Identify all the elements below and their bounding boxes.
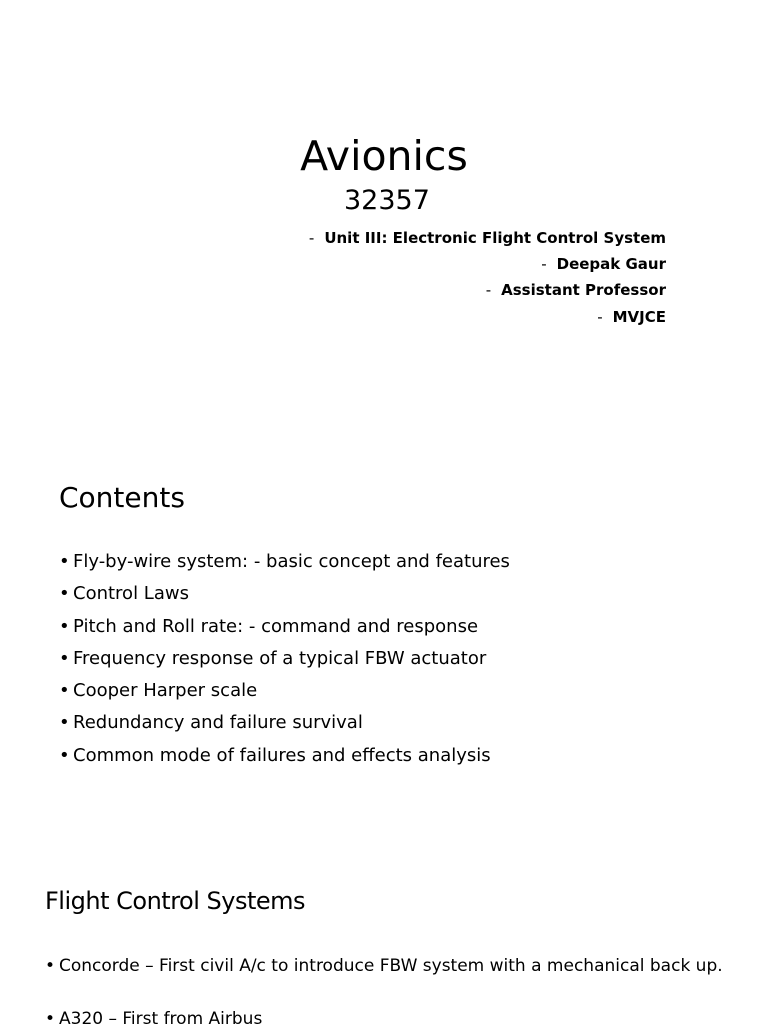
fcs-item-text: A320 – First from Airbus <box>59 1009 263 1029</box>
subtitle-text: MVJCE <box>612 308 666 326</box>
subtitle-unit <box>309 228 666 248</box>
bullet-marker: • <box>59 680 70 701</box>
slide-title: Avionics <box>300 132 468 180</box>
dash-marker: - <box>541 255 547 273</box>
bullet-marker: • <box>59 712 70 733</box>
contents-item <box>59 647 486 671</box>
contents-heading: Contents <box>59 481 185 514</box>
contents-item-text: Control Laws <box>73 583 189 604</box>
contents-item-text: Common mode of failures and effects analysis <box>73 745 491 766</box>
bullet-marker: • <box>59 616 70 637</box>
bullet-marker: • <box>59 583 70 604</box>
contents-item <box>59 679 257 703</box>
dash-marker: - <box>485 281 492 299</box>
contents-item-text: Redundancy and failure survival <box>73 712 363 733</box>
dash-marker: - <box>597 308 603 326</box>
contents-item <box>59 550 510 574</box>
contents-item <box>59 615 478 639</box>
contents-item <box>59 744 491 768</box>
subtitle-text: Assistant Professor <box>501 281 666 299</box>
subtitle-institution <box>597 307 666 327</box>
dash-marker: - <box>308 229 315 247</box>
bullet-marker: • <box>59 551 70 572</box>
fcs-item-text: Concorde – First civil A/c to introduce FBW system with a mechanical back up. <box>59 956 723 976</box>
bullet-marker: • <box>45 956 56 976</box>
contents-item-text: Pitch and Roll rate: - command and response <box>73 616 479 637</box>
subtitle-text: Deepak Gaur <box>556 255 666 273</box>
contents-item-text: Frequency response of a typical FBW actuator <box>73 648 487 669</box>
bullet-marker: • <box>45 1009 56 1029</box>
fcs-item <box>45 955 725 978</box>
fcs-item <box>45 1008 725 1031</box>
bullet-marker: • <box>59 745 70 766</box>
contents-item <box>59 582 189 606</box>
subtitle-author <box>541 254 666 274</box>
flight-control-heading: Flight Control Systems <box>45 887 306 915</box>
course-code: 32357 <box>344 185 430 216</box>
subtitle-role <box>486 280 666 300</box>
subtitle-text: Unit III: Electronic Flight Control System <box>324 229 666 247</box>
contents-item-text: Cooper Harper scale <box>73 680 258 701</box>
contents-item-text: Fly-by-wire system: - basic concept and features <box>73 551 510 572</box>
contents-item <box>59 711 363 735</box>
bullet-marker: • <box>59 648 70 669</box>
